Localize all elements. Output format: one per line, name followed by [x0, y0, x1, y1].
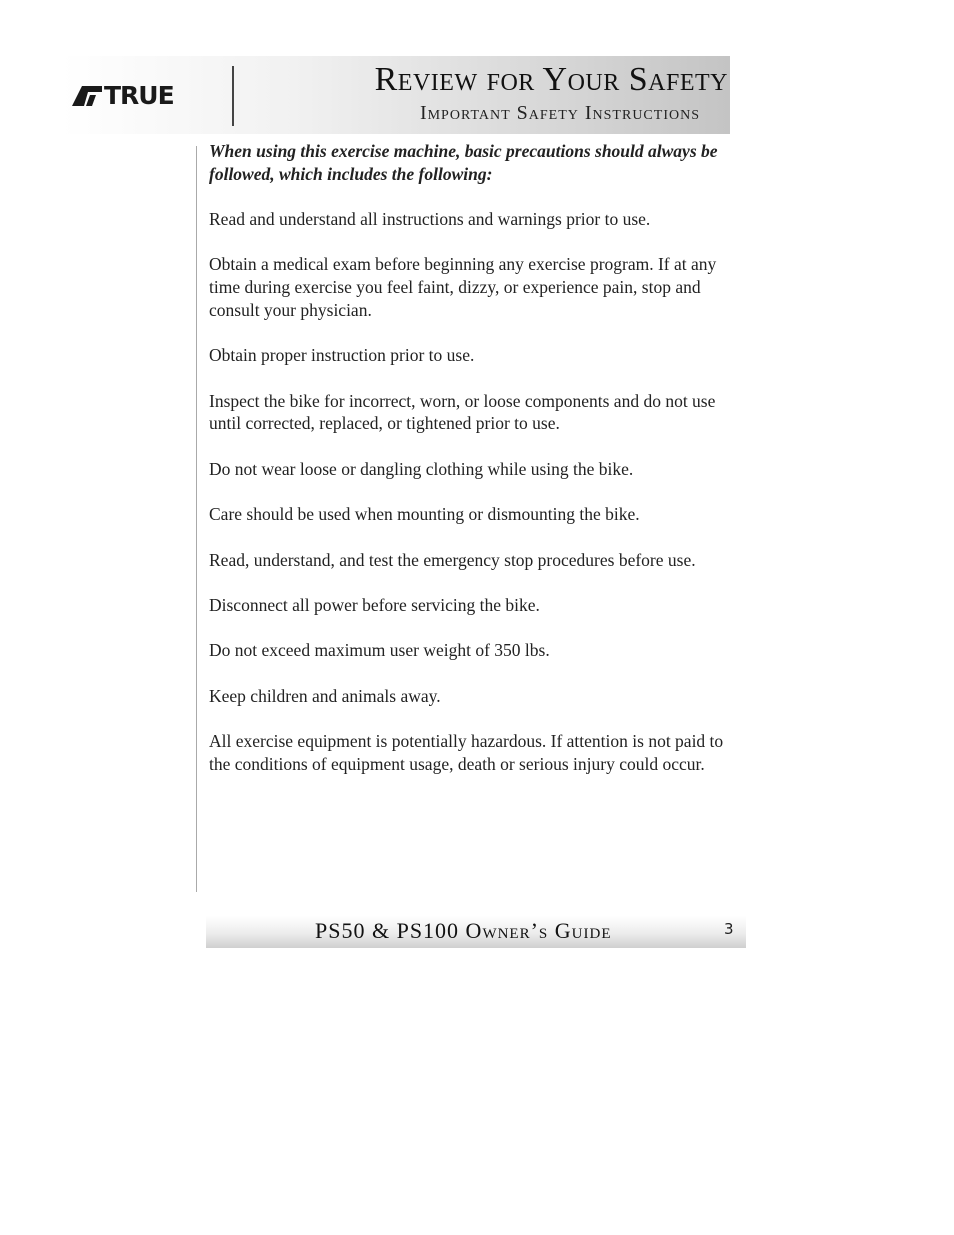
page-title: Review for Your Safety — [374, 61, 728, 98]
page-subtitle: Important Safety Instructions — [419, 102, 700, 124]
instruction-paragraph: Read, understand, and test the emergency stop procedures before use. — [209, 549, 696, 570]
header-divider — [232, 66, 234, 126]
instruction-paragraph: Inspect the bike for incorrect, worn, or loose components and do not use until corrected, replaced, or tightened prior to use. — [209, 390, 716, 434]
instruction-paragraph: Care should be used when mounting or dismounting the bike. — [209, 504, 640, 525]
instruction-paragraph: Obtain a medical exam before beginning any exercise program. If at any time during exercise you feel faint, dizzy, or experience pain, stop and consult your physician. — [209, 254, 717, 320]
footer-title: PS50 & PS100 Owner’s Guide — [315, 918, 612, 943]
instruction-paragraph: Do not exceed maximum user weight of 350 lbs. — [209, 640, 550, 661]
instruction-paragraph: Do not wear loose or dangling clothing while using the bike. — [209, 458, 634, 479]
intro-text: When using this exercise machine, basic precautions should always be followed, which includes the following: — [209, 141, 718, 184]
instruction-paragraph: All exercise equipment is potentially hazardous. If attention is not paid to the conditions of equipment usage, death or serious injury could occur. — [209, 731, 724, 774]
logo-text: TRUE — [104, 81, 174, 110]
instruction-paragraph: Read and understand all instructions and warnings prior to use. — [209, 209, 651, 230]
page-number: 3 — [724, 920, 734, 938]
true-logo-mark-icon — [72, 86, 102, 106]
true-logo — [72, 81, 212, 110]
safety-instructions — [209, 140, 729, 798]
instruction-paragraph: Keep children and animals away. — [209, 685, 441, 706]
instruction-paragraph: Disconnect all power before servicing the bike. — [209, 594, 540, 615]
content-rule — [196, 146, 197, 892]
instruction-paragraph: Obtain proper instruction prior to use. — [209, 345, 475, 366]
